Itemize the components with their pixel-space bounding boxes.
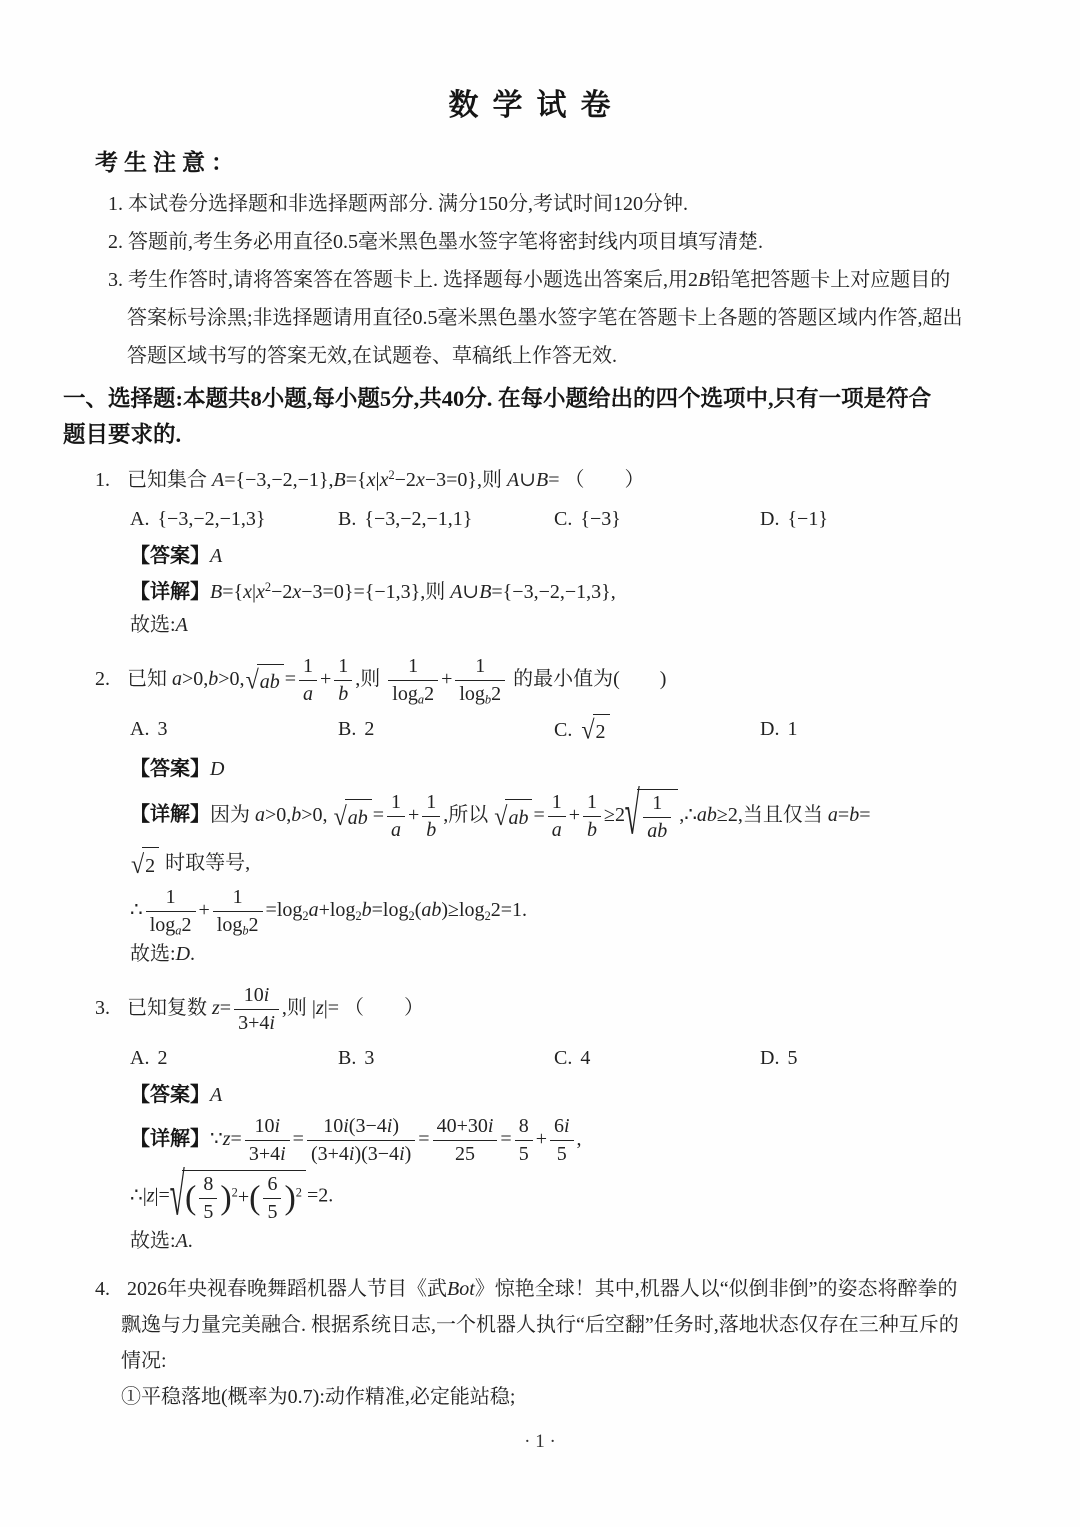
question-1-option-a: A. {−3,−2,−1,3} <box>130 508 266 530</box>
notice-line-3-cont-1: 答案标号涂黑;非选择题请用直径0.5毫米黑色墨水签字笔在答题卡上各题的答题区域内作答,超出 <box>127 307 963 329</box>
question-4-number: 4. <box>95 1278 110 1300</box>
question-3-detail-line-2: ∴|z|= √ ( $\frac{8}{5}$ )$^2$+( $\frac{6}{5}$ )$^2$ =2. <box>130 1164 334 1230</box>
question-1-conclusion: 故选:A <box>130 614 188 636</box>
detail-content: 因为 a>0,b>0, √ ab = $\frac{1}{a}$ + $\frac{1}{b}$ ,所以 √ ab = $\frac{1}{a}$ + $\frac{1}{b}$ ≥2 √ $\frac{1}{ab}$ ,∴ab≥2,当且仅当 a=b= <box>210 783 871 849</box>
detail-content: $B=\{x|x^2-2x-3=0\}=\{-1,3\}$,则 A∪B={−3,−2,−1,3}, <box>210 580 616 603</box>
question-2-options <box>130 714 1010 748</box>
answer-label: 【答案】 <box>130 758 210 780</box>
question-2-option-c: C. √ 2 <box>554 714 760 748</box>
question-1-option-d: D. {−1} <box>760 508 828 530</box>
notice-line-1: 1. 本试卷分选择题和非选择题两部分. 满分150分,考试时间120分钟. <box>108 193 688 215</box>
question-3-detail <box>130 1115 1010 1166</box>
question-3-option-d: D. 5 <box>760 1047 798 1069</box>
question-3-option-a: A. 2 <box>130 1047 168 1069</box>
question-3-option-c: C. 4 <box>554 1047 591 1069</box>
page-title: 数学试卷 <box>448 89 625 122</box>
question-1-answer <box>130 541 1010 572</box>
question-2-number: 2. <box>95 668 110 691</box>
question-4-line-2: 飘逸与力量完美融合. 根据系统日志,一个机器人执行“后空翻”任务时,落地状态仅存在三种互斥的 <box>121 1314 959 1336</box>
question-3-option-b: B. 3 <box>338 1047 375 1069</box>
answer-value: A <box>210 1084 223 1106</box>
question-1-options <box>130 504 1010 535</box>
question-2 <box>63 655 1010 970</box>
question-1-detail <box>130 576 1010 608</box>
question-4-stem <box>95 1271 1010 1307</box>
detail-label: 【详解】 <box>130 581 210 603</box>
question-3-answer <box>130 1080 1010 1111</box>
section-heading-line-1: 一、选择题:本题共8小题,每小题5分,共40分. 在每小题给出的四个选项中,只有一项是符合 <box>63 386 932 411</box>
notice-heading: 考生注意： <box>95 150 240 175</box>
answer-value: D <box>210 758 225 780</box>
question-4-line-1: 2026年央视春晚舞蹈机器人节目《武Bot》惊艳全球！其中,机器人以“似倒非倒”的姿态将醉拳的 <box>127 1278 958 1300</box>
question-3-number: 3. <box>95 997 110 1020</box>
answer-value: A <box>210 545 223 567</box>
detail-content: ∵z= $\frac{10i}{3+4i}$ = $\frac{10i(3-4i)}{(3+4i)(3-4i)}$ = $\frac{40+30i}{25}$ = $\frac{8}{5}$ + $\frac{6i}{5}$ , <box>210 1115 582 1165</box>
question-2-option-d: D. 1 <box>760 718 798 740</box>
answer-label: 【答案】 <box>130 545 210 567</box>
section-heading-line-2: 题目要求的. <box>63 422 182 447</box>
question-2-stem <box>95 655 1010 706</box>
question-2-answer <box>130 754 1010 785</box>
question-4 <box>63 1271 1010 1413</box>
question-3-conclusion: 故选:A. <box>130 1230 193 1252</box>
question-3-options <box>130 1043 1010 1074</box>
question-2-detail <box>130 783 1010 849</box>
question-1-option-b: B. {−3,−2,−1,1} <box>338 508 473 530</box>
question-3-stem-text: 已知复数 z= $\frac{10i}{3+4i}$ ,则 |z|= （ ） <box>127 984 425 1034</box>
question-2-detail-line-2: √ 2 时取等号, <box>130 847 1010 882</box>
question-2-conclusion: 故选:D. <box>130 943 196 965</box>
detail-label: 【详解】 <box>130 1128 210 1151</box>
question-1-number: 1. <box>95 469 110 491</box>
detail-label: 【详解】 <box>130 803 210 826</box>
question-1-stem-text: 已知集合 $A=\{-3,-2,-1\},B=\{x|x^2-2x-3=0\}$,则 A∪B= （ ） <box>127 468 645 491</box>
answer-label: 【答案】 <box>130 1084 210 1106</box>
notice-line-3-cont-2: 答题区域书写的答案无效,在试题卷、草稿纸上作答无效. <box>127 345 617 367</box>
question-1-option-c: C. {−3} <box>554 508 621 530</box>
question-2-option-a: A. 3 <box>130 718 168 740</box>
question-2-detail-line-3: ∴ $\frac{1}{\log_a2}$ + $\frac{1}{\log_b2}$ $=\log_2a+\log_2b=\log_2(ab)\ge\log_22=1$. <box>130 886 528 938</box>
question-4-sub-item-1: ①平稳落地(概率为0.7):动作精准,必定能站稳; <box>121 1386 516 1408</box>
question-1 <box>63 465 1010 641</box>
notice-line-2: 2. 答题前,考生务必用直径0.5毫米黑色墨水签字笔将密封线内项目填写清楚. <box>108 231 763 253</box>
question-3-stem <box>95 984 1010 1035</box>
question-2-option-b: B. 2 <box>338 718 375 740</box>
notice-line-3: 3. 考生作答时,请将答案答在答题卡上. 选择题每小题选出答案后,用2B铅笔把答题卡上对应题目的 <box>108 269 951 291</box>
question-3 <box>63 984 1010 1257</box>
question-2-stem-text: 已知 a>0,b>0, √ ab = $\frac{1}{a}$ + $\frac{1}{b}$ ,则 $\frac{1}{\log_a2}$ + $\frac{1}{\log_b2}$ 的最小值为( ) <box>127 655 667 707</box>
question-4-line-3: 情况: <box>121 1350 167 1372</box>
question-1-stem <box>95 465 1010 496</box>
page-number-footer: · 1 · <box>524 1431 556 1452</box>
